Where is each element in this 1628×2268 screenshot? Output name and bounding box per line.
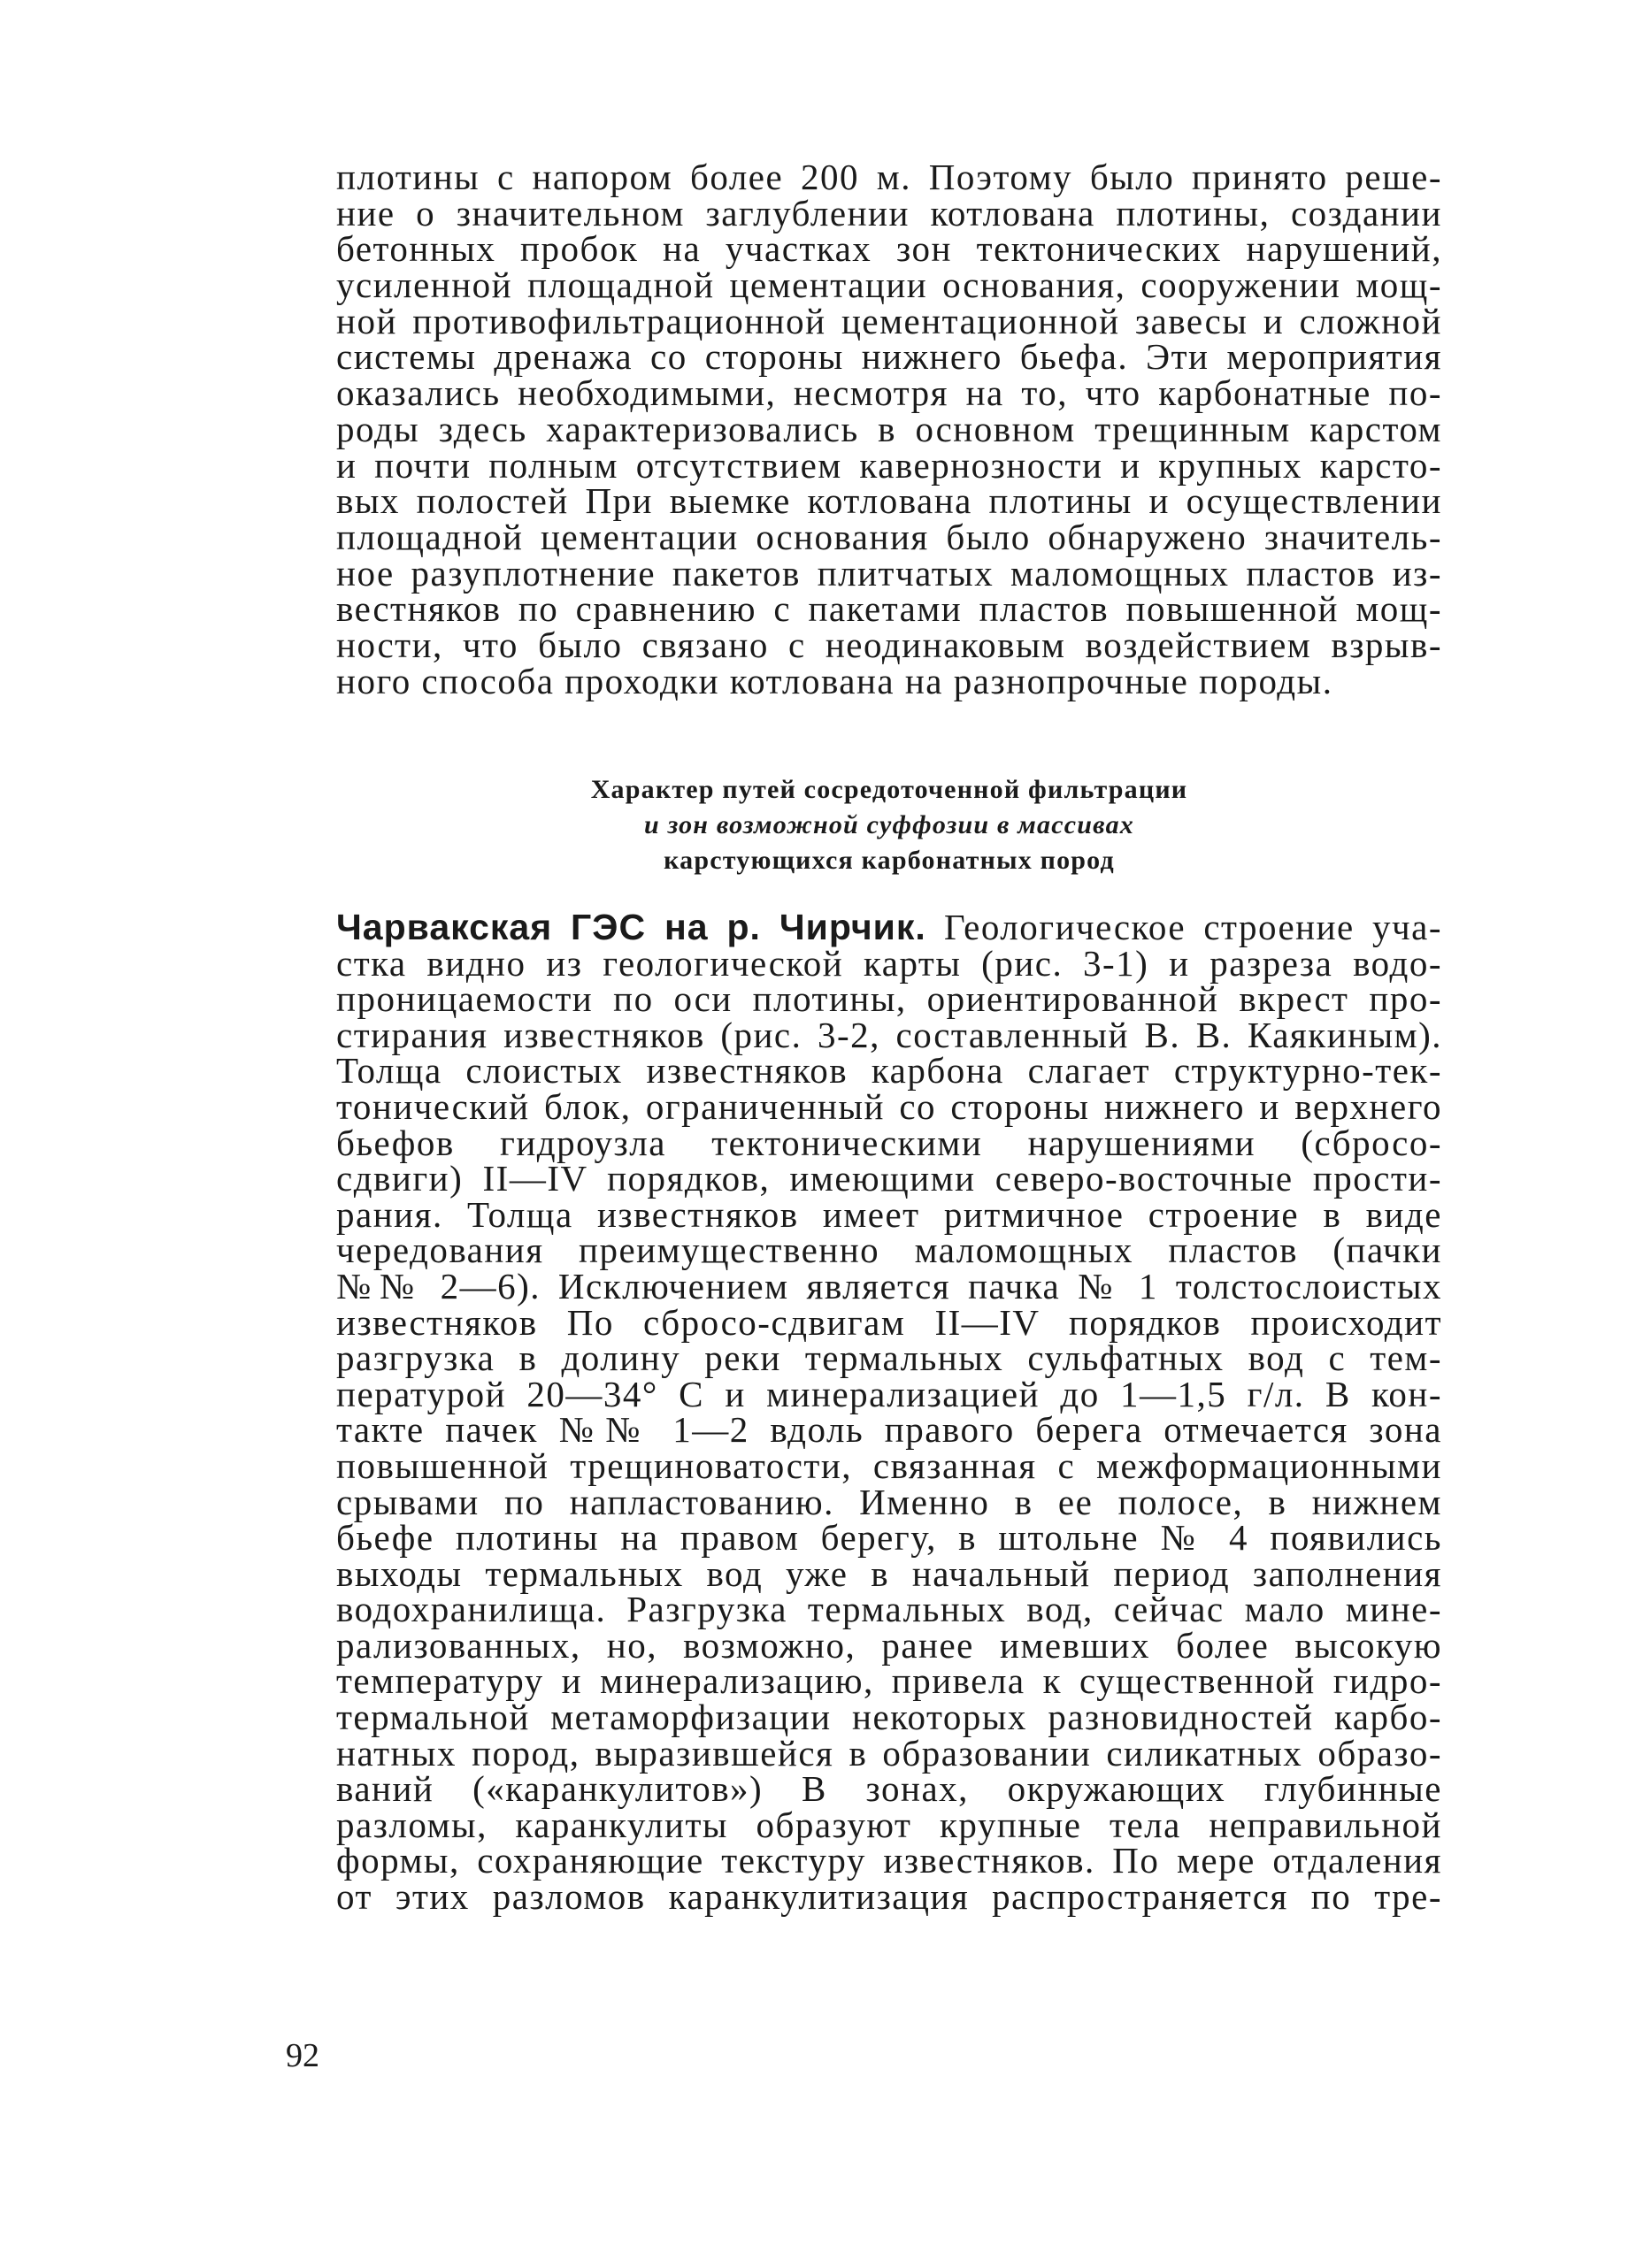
text-line: разломы, каранкулиты образуют крупные тела неправильной (336, 1804, 1442, 1845)
text-line: системы дренажа со стороны нижнего бьефа. Эти мероприятия (336, 336, 1442, 378)
text-line: плотины с напором более 200 м. Поэтому было принято реше- (336, 157, 1442, 197)
text-line: бьефов гидроузла тектоническими нарушениями (сбросо- (336, 1122, 1442, 1163)
text-line: оказались необходимыми, несмотря на то, что карбонатные по- (336, 372, 1442, 414)
text-line: выходы термальных вод уже в начальный период заполнения (336, 1552, 1442, 1594)
heading-line: карстующихся карбонатных пород (664, 846, 1115, 875)
text-line: вестняков по сравнению с пакетами пластов повышенной мощ- (336, 588, 1442, 630)
text-line: и почти полным отсутствием кавернозности и крупных карсто- (336, 444, 1442, 486)
page-number: 92 (286, 2037, 319, 2074)
text-line: вых полостей При выемке котлована плотины и осуществлении (336, 480, 1442, 522)
section-heading (336, 772, 1442, 878)
paragraph-dam-construction (336, 159, 1442, 699)
text-line: бетонных пробок на участках зон тектонических нарушений, (336, 228, 1442, 270)
text-line: известняков По сбросо-сдвигам II—IV порядков происходит (336, 1301, 1442, 1343)
text-line: рализованных, но, возможно, ранее имевших более высокую (336, 1624, 1442, 1666)
text-line: проницаемости по оси плотины, ориентированной вкрест про- (336, 978, 1442, 1020)
text-line-first (336, 909, 1442, 946)
text-line: чередования преимущественно маломощных пластов (пачки (336, 1230, 1442, 1271)
text-line: формы, сохраняющие текстуру известняков. По мере отдаления (336, 1840, 1442, 1881)
run-in-heading: Чарвакская ГЭС на р. Чирчик. (336, 907, 926, 947)
text-line: такте пачек №№ 1—2 вдоль правого берега отмечается зона (336, 1409, 1442, 1451)
text-line: рания. Толща известняков имеет ритмичное строение в виде (336, 1193, 1442, 1235)
text-line: Толща слоистых известняков карбона слагает структурно-тек- (336, 1050, 1442, 1092)
text-line: №№ 2—6). Исключением является пачка № 1 толстослоистых (336, 1265, 1442, 1306)
text-line: ваний («каранкулитов») В зонах, окружающих глубинные (336, 1768, 1442, 1810)
text-line: роды здесь характеризовались в основном трещинным карстом (336, 408, 1442, 449)
text-line: ние о значительном заглублении котлована плотины, создании (336, 192, 1442, 234)
text-line: разгрузка в долину реки термальных сульфатных вод с тем- (336, 1337, 1442, 1379)
heading-line: и зон возможной суффозии в массивах (644, 810, 1134, 839)
text-line: водохранилища. Разгрузка термальных вод, сейчас мало мине- (336, 1589, 1442, 1630)
text-line: пературой 20—34° С и минерализацией до 1—1,5 г/л. В кон- (336, 1373, 1442, 1414)
text-line: натных пород, выразившейся в образовании силикатных образо- (336, 1732, 1442, 1774)
text-line: ного способа проходки котлована на разнопрочные породы. (336, 660, 1333, 701)
text-line: усиленной площадной цементации основания, сооружении мощ- (336, 264, 1442, 306)
text-line-rest: Геологическое строение уча- (925, 907, 1442, 947)
text-line: сдвиги) II—IV порядков, имеющими северо-восточные прости- (336, 1158, 1442, 1199)
paragraph-charvak-hydro (336, 907, 1442, 1918)
text-line: площадной цементации основания было обнаружено значитель- (336, 516, 1442, 557)
text-line: ное разуплотнение пакетов плитчатых маломощных пластов из- (336, 552, 1442, 594)
text-line: стка видно из геологической карты (рис. 3-1) и разреза водо- (336, 942, 1442, 984)
text-line: срывами по напластованию. Именно в ее полосе, в нижнем (336, 1481, 1442, 1522)
text-line: от этих разломов каранкулитизация распространяется по тре- (336, 1876, 1442, 1918)
text-line: ной противофильтрационной цементационной завесы и сложной (336, 300, 1442, 341)
text-line: термальной метаморфизации некоторых разновидностей карбо- (336, 1697, 1442, 1738)
heading-line: Характер путей сосредоточенной фильтрации (590, 775, 1188, 804)
text-line: стирания известняков (рис. 3-2, составленный В. В. Каякиным). (336, 1014, 1442, 1055)
text-line: повышенной трещиноватости, связанная с межформационными (336, 1444, 1442, 1486)
text-line: температуру и минерализацию, привела к существенной гидро- (336, 1660, 1442, 1702)
text-line: ности, что было связано с неодинаковым воздействием взрыв- (336, 624, 1442, 665)
text-line: бьефе плотины на правом берегу, в штольне № 4 появились (336, 1517, 1442, 1559)
text-line: тонический блок, ограниченный со стороны нижнего и верхнего (336, 1085, 1442, 1127)
